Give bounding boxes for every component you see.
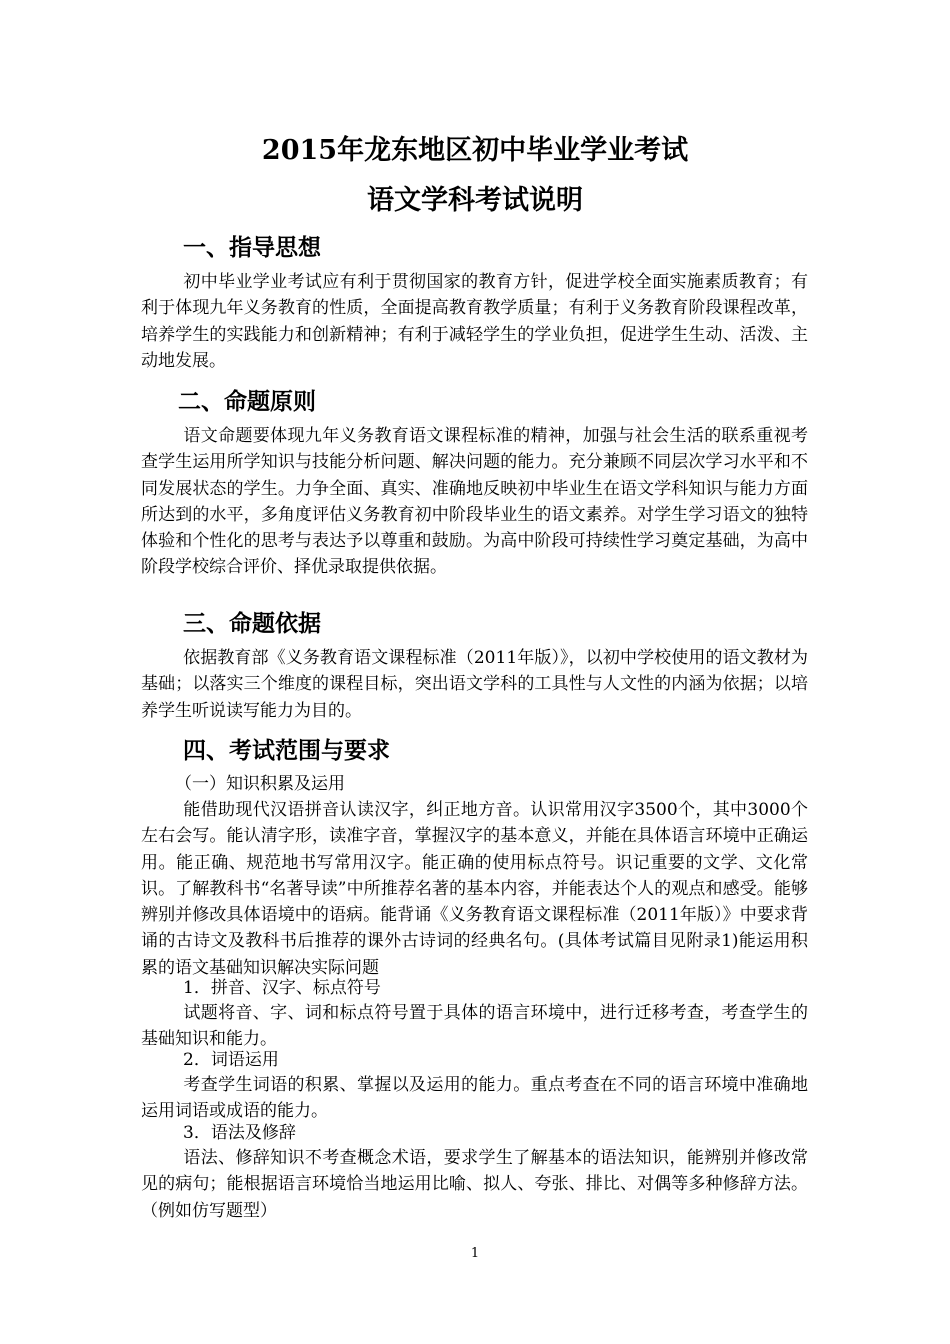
page-number: 1 <box>470 1246 480 1261</box>
section-body-2-text: 语文命题要体现九年义务教育语文课程标准的精神，加强与社会生活的联系重视考查学生运用所学知识与技能分析问题、解决问题的能力。充分兼顾不同层次学习水平和不同发展状态的学生。力争全面、真实、准确地反映初中毕业生在语文学科知识与能力方面所达到的水平，多角度评估义务教育初中阶段毕业生的语文素养。对学生学习语文的独特体验和个性化的思考与表达予以尊重和鼓励。为高中阶段可持续性学习奠定基础，为高中阶段学校综合评价、择优录取提供依据。 <box>141 426 808 578</box>
item-text-2 <box>141 1072 808 1125</box>
section-body-1-text: 初中毕业学业考试应有利于贯彻国家的教育方针，促进学校全面实施素质教育；有利于体现九年义务教育的性质，全面提高教育教学质量；有利于义务教育阶段课程改革，培养学生的实践能力和创新精神；有利于减轻学生的学业负担，促进学生生动、活泼、主动地发展。 <box>141 272 808 371</box>
section-body-3 <box>141 645 808 724</box>
item-text-1 <box>141 1000 808 1053</box>
section-heading-3: 三、命题依据 <box>183 611 321 637</box>
document-subtitle: 语文学科考试说明 <box>367 185 583 216</box>
item-label-2: 2．词语运用 <box>183 1050 279 1070</box>
section-body-2 <box>141 423 808 581</box>
item-label-1: 1．拼音、汉字、标点符号 <box>183 978 381 998</box>
section-body-1 <box>141 269 808 374</box>
item-text-3 <box>141 1145 808 1224</box>
section-heading-2: 二、命题原则 <box>178 389 316 415</box>
subsection-heading: （一）知识积累及运用 <box>175 774 345 794</box>
item-text-1-content: 试题将音、字、词和标点符号置于具体的语言环境中，进行迁移考查，考查学生的基础知识和能力。 <box>141 1003 808 1050</box>
section-heading-1: 一、指导思想 <box>183 235 321 261</box>
item-text-2-content: 考查学生词语的积累、掌握以及运用的能力。重点考查在不同的语言环境中准确地运用词语或成语的能力。 <box>141 1075 808 1122</box>
section-body-4 <box>141 797 808 981</box>
item-text-3-content: 语法、修辞知识不考查概念术语，要求学生了解基本的语法知识，能辨别并修改常见的病句；能根据语言环境恰当地运用比喻、拟人、夸张、排比、对偶等多种修辞方法。（例如仿写题型） <box>141 1148 808 1221</box>
item-label-3: 3．语法及修辞 <box>183 1123 296 1143</box>
section-body-4-text: 能借助现代汉语拼音认读汉字，纠正地方音。认识常用汉字3500个，其中3000个左右会写。能认清字形，读准字音，掌握汉字的基本意义，并能在具体语言环境中正确运用。能正确、规范地书写常用汉字。能正确的使用标点符号。识记重要的文学、文化常识。了解教科书“名著导读”中所推荐名著的基本内容，并能表达个人的观点和感受。能够辨别并修改具体语境中的语病。能背诵《义务教育语文课程标准（2011年版）》中要求背诵的古诗文及教科书后推荐的课外古诗词的经典名句。(具体考试篇目见附录1)能运用积累的语文基础知识解决实际问题 <box>141 800 808 978</box>
section-heading-4: 四、考试范围与要求 <box>183 738 390 764</box>
section-body-3-text: 依据教育部《义务教育语文课程标准（2011年版）》，以初中学校使用的语文教材为基础；以落实三个维度的课程目标，突出语文学科的工具性与人文性的内涵为依据；以培养学生听说读写能力为目的。 <box>141 648 808 721</box>
document-title: 2015年龙东地区初中毕业学业考试 <box>261 135 689 166</box>
